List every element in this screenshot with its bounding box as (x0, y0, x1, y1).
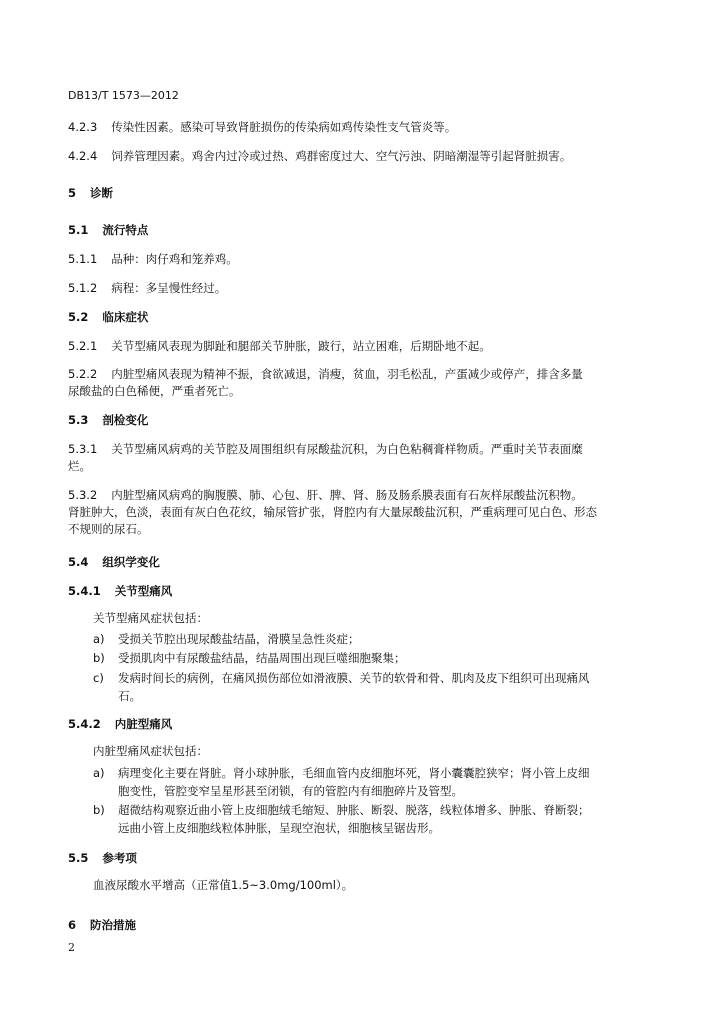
clause-number: 5.3.1 (68, 442, 98, 456)
section-number: 6 (68, 918, 77, 932)
section-number: 5.3 (68, 413, 89, 427)
clause-5-3-2-cont-2: 不规则的尿石。 (68, 522, 149, 536)
list-item-label: a) (93, 632, 105, 646)
list-item-text: 病理变化主要在肾脏。肾小球肿胀，毛细血管内皮细胞坏死，肾小囊囊腔狭窄；肾小管上皮细 (118, 766, 590, 780)
section-title: 诊断 (90, 186, 114, 200)
section-title: 组织学变化 (102, 555, 160, 569)
clause-number: 4.2.3 (68, 120, 98, 134)
clause-text: 品种：肉仔鸡和笼养鸡。 (111, 252, 238, 266)
clause-number: 5.1.2 (68, 281, 98, 295)
section-title: 关节型痛风 (114, 584, 173, 598)
section-5-2-heading (68, 309, 148, 325)
section-number: 5 (68, 186, 77, 200)
page-number: 2 (68, 941, 75, 954)
clause-5-3-1 (68, 441, 583, 457)
clause-text-line-1: 内脏型痛风病鸡的胸腹膜、肺、心包、肝、脾、肾、肠及肠系膜表面有石灰样尿酸盐沉积物。 (111, 488, 583, 502)
clause-text: 病程：多呈慢性经过。 (111, 281, 227, 295)
section-number: 5.1 (68, 223, 89, 237)
section-title: 剖检变化 (102, 413, 149, 427)
clause-5-1-2 (68, 280, 226, 296)
clause-number: 5.2.2 (68, 367, 98, 381)
clause-5-3-2-cont-1: 肾脏肿大，色淡，表面有灰白色花纹，输尿管扩张，肾腔内有大量尿酸盐沉积，严重病理可见白色、形态 (68, 505, 597, 519)
list-item-label: b) (93, 651, 105, 665)
clause-text: 关节型痛风表现为脚趾和腿部关节肿胀，跛行，站立困难，后期卧地不起。 (111, 339, 491, 353)
list-item-label: c) (93, 671, 104, 685)
section-5-5-heading (68, 850, 137, 866)
clause-4-2-4 (68, 148, 571, 164)
clause-4-2-3 (68, 119, 456, 135)
section-number: 5.4.1 (68, 584, 101, 598)
section-5-4-1-heading (68, 583, 172, 599)
clause-5-1-1 (68, 251, 238, 267)
list-item-text: 受损肌肉中有尿酸盐结晶，结晶周围出现巨噬细胞聚集； (118, 651, 406, 665)
section-title: 内脏型痛风 (114, 717, 173, 731)
section-5-1-heading (68, 222, 148, 238)
clause-number: 5.2.1 (68, 339, 98, 353)
section-number: 5.4 (68, 555, 89, 569)
section-number: 5.5 (68, 851, 89, 865)
list-item-text-cont: 远曲小管上皮细胞线粒体肿胀，呈现空泡状，细胞核呈锯齿形。 (118, 821, 440, 835)
section-title: 防治措施 (90, 918, 137, 932)
clause-5-2-2-cont: 尿酸盐的白色稀便，严重者死亡。 (68, 384, 241, 398)
section-5-4-2-heading (68, 716, 172, 732)
list-item-text: 发病时间长的病例，在痛风损伤部位如滑液膜、关节的软骨和骨、肌肉及皮下组织可出现痛风 (118, 671, 590, 685)
clause-number: 5.1.1 (68, 252, 98, 266)
section-5-3-heading (68, 412, 148, 428)
section-number: 5.4.2 (68, 717, 101, 731)
list-intro: 关节型痛风症状包括： (93, 611, 208, 625)
clause-5-2-1 (68, 338, 491, 354)
clause-text: 传染性因素。感染可导致肾脏损伤的传染病如鸡传染性支气管炎等。 (111, 120, 457, 134)
section-title: 临床症状 (102, 310, 149, 324)
list-intro: 内脏型痛风症状包括： (93, 744, 208, 758)
section-5-heading (68, 185, 113, 201)
doc-id-header: DB13/T 1573—2012 (68, 89, 179, 102)
clause-number: 4.2.4 (68, 149, 98, 163)
list-item-text-cont: 石。 (118, 689, 141, 703)
section-title: 参考项 (102, 851, 137, 865)
section-5-4-heading (68, 554, 160, 570)
list-item-text-cont: 胞变性，管腔变窄呈星形甚至闭锁，有的管腔内有细胞碎片及管型。 (118, 784, 463, 798)
clause-text: 饲养管理因素。鸡舍内过冷或过热、鸡群密度过大、空气污浊、阴暗潮湿等引起肾脏损害。 (111, 149, 572, 163)
clause-text-line-1: 内脏型痛风表现为精神不振，食欲减退，消瘦，贫血，羽毛松乱，产蛋减少或停产，排含多量 (111, 367, 583, 381)
clause-text-line-1: 关节型痛风病鸡的关节腔及周围组织有尿酸盐沉积，为白色粘稠膏样物质。严重时关节表面糜 (111, 442, 583, 456)
list-item-label: b) (93, 803, 105, 817)
clause-number: 5.3.2 (68, 488, 98, 502)
list-item-text: 超微结构观察近曲小管上皮细胞绒毛缩短、肿胀、断裂、脱落，线粒体增多、肿胀、脊断裂； (118, 803, 590, 817)
clause-5-3-2 (68, 487, 583, 503)
list-item-label: a) (93, 766, 105, 780)
clause-5-3-1-cont: 烂。 (68, 459, 91, 473)
section-number: 5.2 (68, 310, 89, 324)
section-title: 流行特点 (102, 223, 149, 237)
reference-text: 血液尿酸水平增高（正常值1.5~3.0mg/100ml）。 (93, 878, 354, 892)
clause-5-2-2 (68, 366, 583, 382)
section-6-heading (68, 917, 136, 933)
list-item-text: 受损关节腔出现尿酸盐结晶，滑膜呈急性炎症； (118, 632, 360, 646)
